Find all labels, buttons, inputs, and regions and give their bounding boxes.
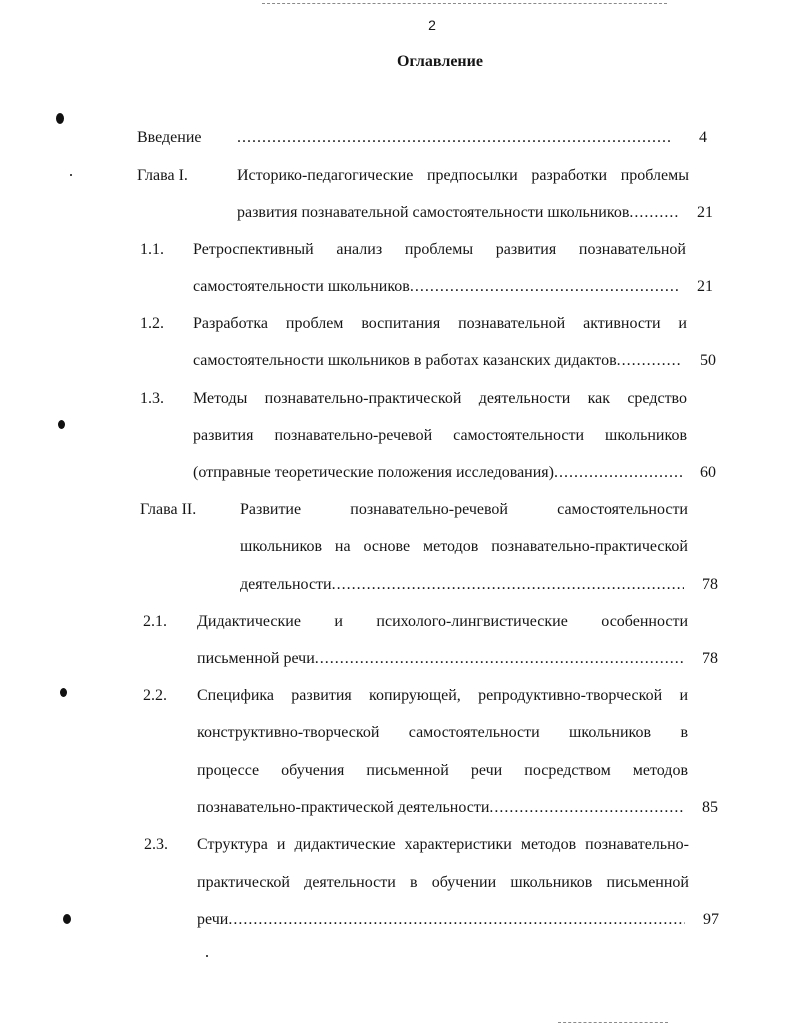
toc-intro-page: 4 [699,129,707,146]
dot-leader [315,649,684,669]
toc-s1-3-page: 60 [700,464,716,481]
toc-s1-1-line[interactable]: самостоятельности школьников ..... 21 [193,277,713,297]
toc-s2-2-line[interactable]: познавательно-практической деятельности ..... 85 [197,798,718,818]
toc-title: Оглавление [397,53,483,70]
ink-speck [70,174,72,176]
ink-speck [206,955,208,957]
dot-leader [629,203,679,223]
toc-s1-1-page: 21 [697,278,713,295]
toc-entry-intro[interactable] [137,128,707,148]
scan-edge-top [262,3,667,5]
dot-leader [410,277,679,297]
toc-chapter1-label: Глава I. [137,167,188,184]
dot-leader [617,351,682,371]
toc-intro-label: Введение [137,129,202,146]
toc-section-number: 1.1. [140,241,164,258]
toc-s2-2-line[interactable]: Специфика развития копирующей, репродуктивно-творческой и [197,687,688,704]
toc-s2-2-page: 85 [702,799,718,816]
toc-s2-2-line[interactable]: конструктивно-творческой самостоятельности школьников в [197,724,688,741]
toc-chapter1-page: 21 [697,204,713,221]
ink-speck [56,113,64,124]
toc-s2-3-page: 97 [703,911,719,928]
ink-speck [63,914,71,924]
toc-s2-3-line[interactable]: речи ..... 97 [197,910,719,930]
toc-chapter2-line[interactable]: Развитие познавательно-речевой самостоятельности [240,501,688,518]
toc-s1-2-line[interactable]: Разработка проблем воспитания познавательной активности и [193,315,687,332]
toc-section-number: 2.3. [144,836,168,853]
toc-chapter2-line[interactable]: деятельности ..... 78 [240,575,718,595]
dot-leader [332,575,684,595]
scan-edge-bottom [558,1022,668,1024]
toc-s2-1-line[interactable]: Дидактические и психолого-лингвистические особенности [197,613,688,630]
toc-s1-3-line[interactable]: (отправные теоретические положения исследования) ..... 60 [193,463,716,483]
toc-s2-2-line[interactable]: процессе обучения письменной речи посредством методов [197,762,688,779]
toc-section-number: 2.1. [143,613,167,630]
toc-s2-3-line[interactable]: практической деятельности в обучении школьников письменной [197,874,689,891]
toc-chapter2-page: 78 [702,576,718,593]
toc-s1-2-line[interactable]: самостоятельности школьников в работах казанских дидактов ..... 50 [193,351,716,371]
toc-chapter2-line[interactable]: школьников на основе методов познавательно-практической [240,538,688,555]
toc-s1-2-page: 50 [700,352,716,369]
toc-chapter1-line[interactable]: развития познавательной самостоятельности школьников ..... 21 [237,203,713,223]
toc-s2-3-line[interactable]: Структура и дидактические характеристики методов познавательно- [197,836,689,853]
toc-section-number: 1.2. [140,315,164,332]
toc-s1-3-line[interactable]: Методы познавательно-практической деятельности как средство [193,390,687,407]
page-number: 2 [428,17,436,33]
toc-section-number: 1.3. [140,390,164,407]
ink-speck [58,420,65,429]
toc-s1-3-line[interactable]: развития познавательно-речевой самостоятельности школьников [193,427,687,444]
dot-leader [554,463,682,483]
toc-chapter1-line[interactable]: Историко-педагогические предпосылки разработки проблемы [237,167,689,184]
toc-s2-1-page: 78 [702,650,718,667]
toc-chapter2-label: Глава II. [140,501,197,518]
dot-leader [228,910,685,930]
toc-s1-1-line[interactable]: Ретроспективный анализ проблемы развития познавательной [193,241,686,258]
toc-section-number: 2.2. [143,687,167,704]
toc-s2-1-line[interactable]: письменной речи ..... 78 [197,649,718,669]
dot-leader [237,128,673,148]
ink-speck [60,688,67,697]
dot-leader [489,798,684,818]
